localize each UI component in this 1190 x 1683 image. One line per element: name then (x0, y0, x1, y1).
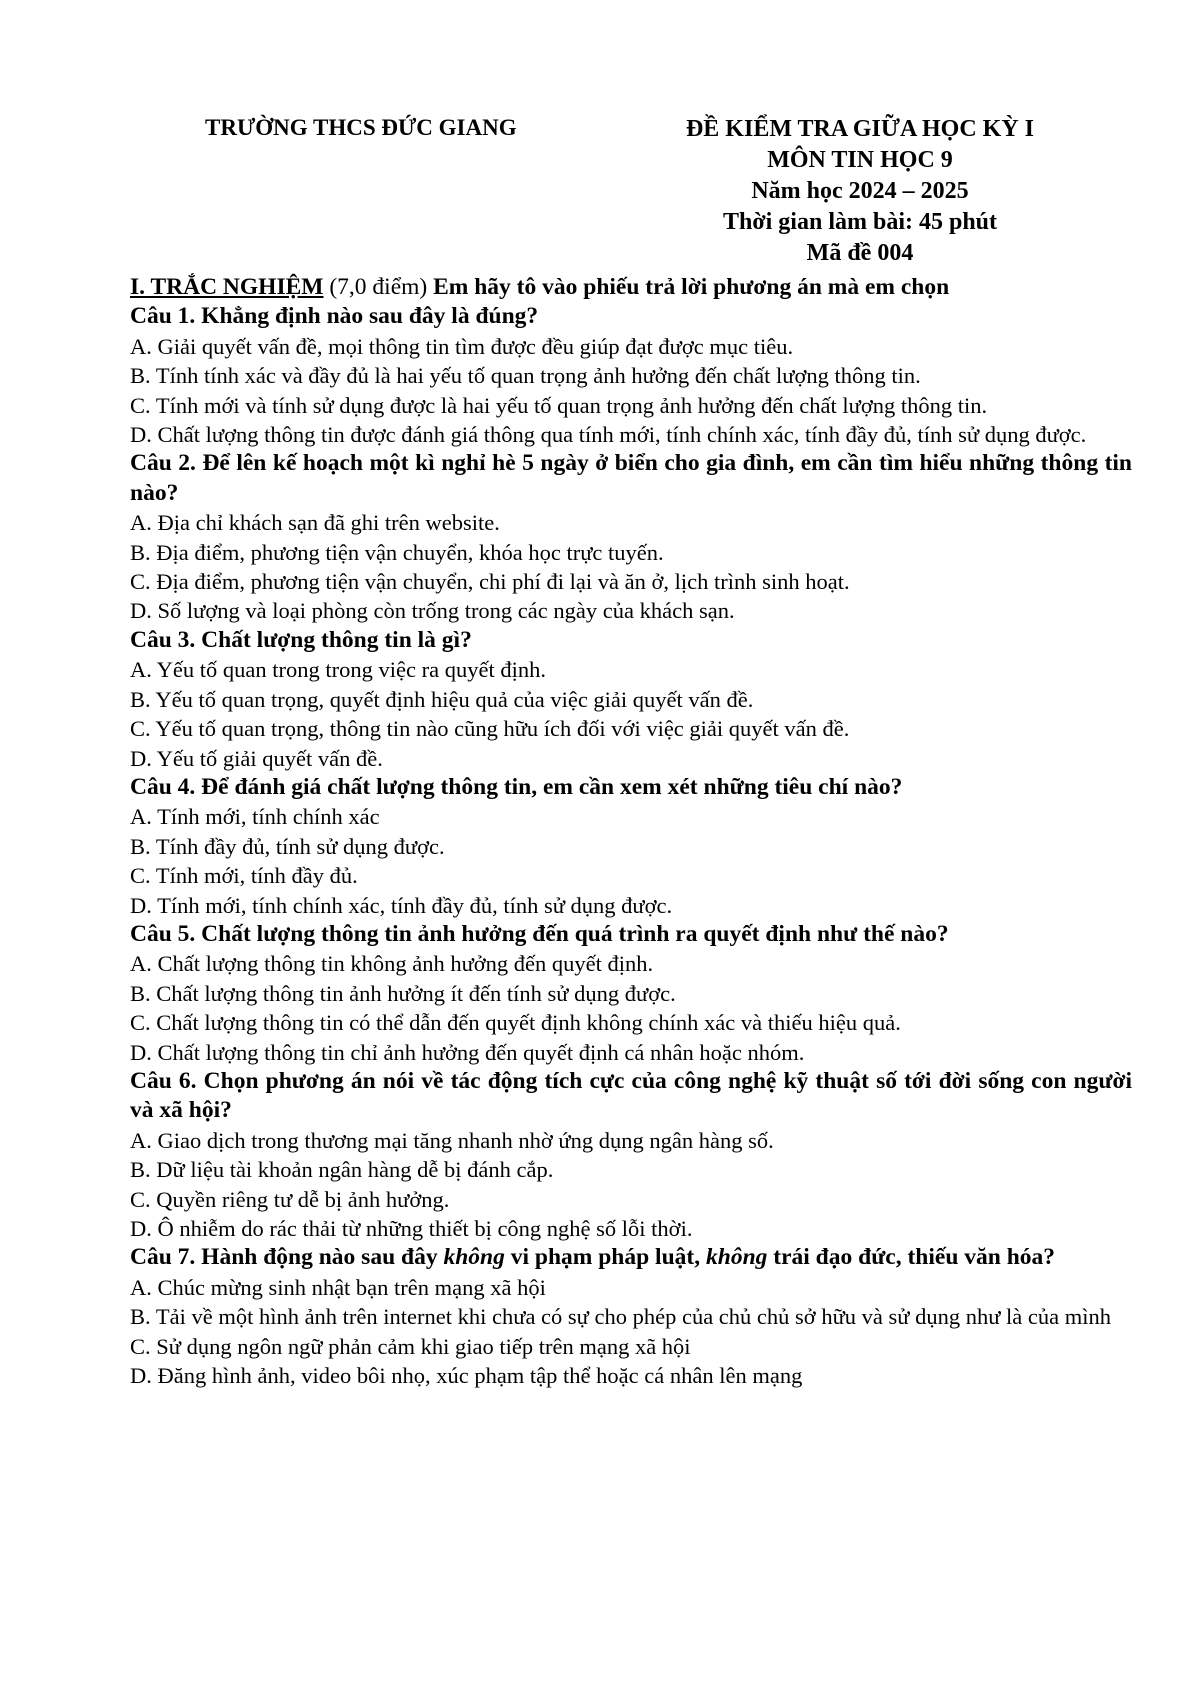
question-text: Để lên kế hoạch một kì nghỉ hè 5 ngày ở biển cho gia đình, em cần tìm hiểu những thông tin nào? (130, 450, 1132, 506)
option-1c: C. Tính mới và tính sử dụng được là hai yếu tố quan trọng ảnh hưởng đến chất lượng thông tin. (130, 392, 988, 418)
option-2b: B. Địa điểm, phương tiện vận chuyển, khóa học trực tuyến. (130, 539, 664, 565)
option-5d: D. Chất lượng thông tin chỉ ảnh hưởng đến quyết định cá nhân hoặc nhóm. (130, 1039, 805, 1065)
option-4b: B. Tính đầy đủ, tính sử dụng được. (130, 833, 445, 859)
question-2 (130, 449, 1132, 508)
question-text-part: vi phạm pháp luật, (504, 1244, 706, 1271)
section-heading (130, 273, 1132, 302)
question-label: Câu 2. (130, 450, 196, 477)
option-5b: B. Chất lượng thông tin ảnh hưởng ít đến tính sử dụng được. (130, 980, 676, 1006)
option-3b: B. Yếu tố quan trọng, quyết định hiệu quả của việc giải quyết vấn đề. (130, 686, 754, 712)
option-5c: C. Chất lượng thông tin có thể dẫn đến quyết định không chính xác và thiếu hiệu quả. (130, 1010, 901, 1036)
option-2a: A. Địa chỉ khách sạn đã ghi trên website. (130, 510, 500, 536)
question-label: Câu 7. (130, 1244, 196, 1271)
school-name: TRƯỜNG THCS ĐỨC GIANG (205, 115, 517, 140)
exam-code: Mã đề 004 (806, 240, 914, 266)
exam-title: ĐỀ KIỂM TRA GIỮA HỌC KỲ I (685, 116, 1035, 142)
question-4 (130, 773, 1132, 802)
option-5a: A. Chất lượng thông tin không ảnh hưởng đến quyết định. (130, 951, 654, 977)
option-4c: C. Tính mới, tính đầy đủ. (130, 863, 358, 889)
option-4d: D. Tính mới, tính chính xác, tính đầy đủ, tính sử dụng được. (130, 892, 673, 918)
option-6a: A. Giao dịch trong thương mại tăng nhanh nhờ ứng dụng ngân hàng số. (130, 1127, 774, 1153)
option-2c: C. Địa điểm, phương tiện vận chuyển, chi phí đi lại và ăn ở, lịch trình sinh hoạt. (130, 569, 850, 595)
option-4a: A. Tính mới, tính chính xác (130, 804, 380, 830)
question-emphasis: không (706, 1244, 768, 1271)
question-label: Câu 3. (130, 626, 196, 653)
option-6b: B. Dữ liệu tài khoản ngân hàng dễ bị đánh cắp. (130, 1157, 554, 1183)
question-text: Chọn phương án nói về tác động tích cực của công nghệ kỹ thuật số tới đời sống con người và xã hội? (130, 1067, 1132, 1124)
question-text-part: Hành động nào sau đây (195, 1244, 444, 1271)
option-6c: C. Quyền riêng tư dễ bị ảnh hưởng. (130, 1186, 450, 1212)
question-3 (130, 626, 1132, 655)
section-points: (7,0 điểm) (329, 274, 428, 300)
question-text-part: trái đạo đức, thiếu văn hóa? (767, 1244, 1056, 1271)
option-3c: C. Yếu tố quan trọng, thông tin nào cũng hữu ích đối với việc giải quyết vấn đề. (130, 716, 850, 742)
question-label: Câu 6. (130, 1067, 197, 1094)
option-3d: D. Yếu tố giải quyết vấn đề. (130, 745, 383, 771)
exam-duration: Thời gian làm bài: 45 phút (722, 209, 998, 235)
question-text: Khẳng định nào sau đây là đúng? (201, 303, 539, 330)
question-emphasis: không (443, 1244, 505, 1271)
option-6d: D. Ô nhiễm do rác thải từ những thiết bị công nghệ số lỗi thời. (130, 1216, 693, 1241)
question-text: Chất lượng thông tin là gì? (201, 626, 472, 653)
question-label: Câu 1. (130, 303, 196, 330)
question-label: Câu 5. (130, 920, 196, 947)
exam-content (130, 273, 1132, 1390)
question-7 (130, 1243, 1132, 1272)
question-6 (130, 1067, 1132, 1126)
question-text: Để đánh giá chất lượng thông tin, em cần xem xét những tiêu chí nào? (201, 773, 903, 800)
question-5 (130, 920, 1132, 949)
question-label: Câu 4. (130, 773, 196, 800)
section-title: I. TRẮC NGHIỆM (130, 274, 324, 300)
question-text: Chất lượng thông tin ảnh hưởng đến quá trình ra quyết định như thế nào? (201, 920, 949, 947)
exam-subject: MÔN TIN HỌC 9 (767, 147, 953, 173)
section-instruction: Em hãy tô vào phiếu trả lời phương án mà em chọn (433, 274, 950, 300)
option-1a: A. Giải quyết vấn đề, mọi thông tin tìm được đều giúp đạt được mục tiêu. (130, 333, 794, 359)
option-7a: A. Chúc mừng sinh nhật bạn trên mạng xã hội (130, 1274, 546, 1300)
option-7b: B. Tải về một hình ảnh trên internet khi chưa có sự cho phép của chủ chủ sở hữu và sử dụng như là của mình (130, 1304, 1111, 1330)
option-1b: B. Tính tính xác và đầy đủ là hai yếu tố quan trọng ảnh hưởng đến chất lượng thông tin. (130, 363, 921, 389)
question-1 (130, 302, 1132, 331)
exam-header (600, 114, 1120, 269)
option-1d: D. Chất lượng thông tin được đánh giá thông qua tính mới, tính chính xác, tính đầy đủ, tính sử dụng được. (130, 422, 1087, 448)
option-7c: C. Sử dụng ngôn ngữ phản cảm khi giao tiếp trên mạng xã hội (130, 1333, 691, 1359)
option-7d: D. Đăng hình ảnh, video bôi nhọ, xúc phạm tập thể hoặc cá nhân lên mạng (130, 1363, 803, 1389)
exam-school-year: Năm học 2024 – 2025 (751, 178, 969, 204)
option-2d: D. Số lượng và loại phòng còn trống trong các ngày của khách sạn. (130, 598, 735, 624)
option-3a: A. Yếu tố quan trong trong việc ra quyết định. (130, 657, 546, 683)
